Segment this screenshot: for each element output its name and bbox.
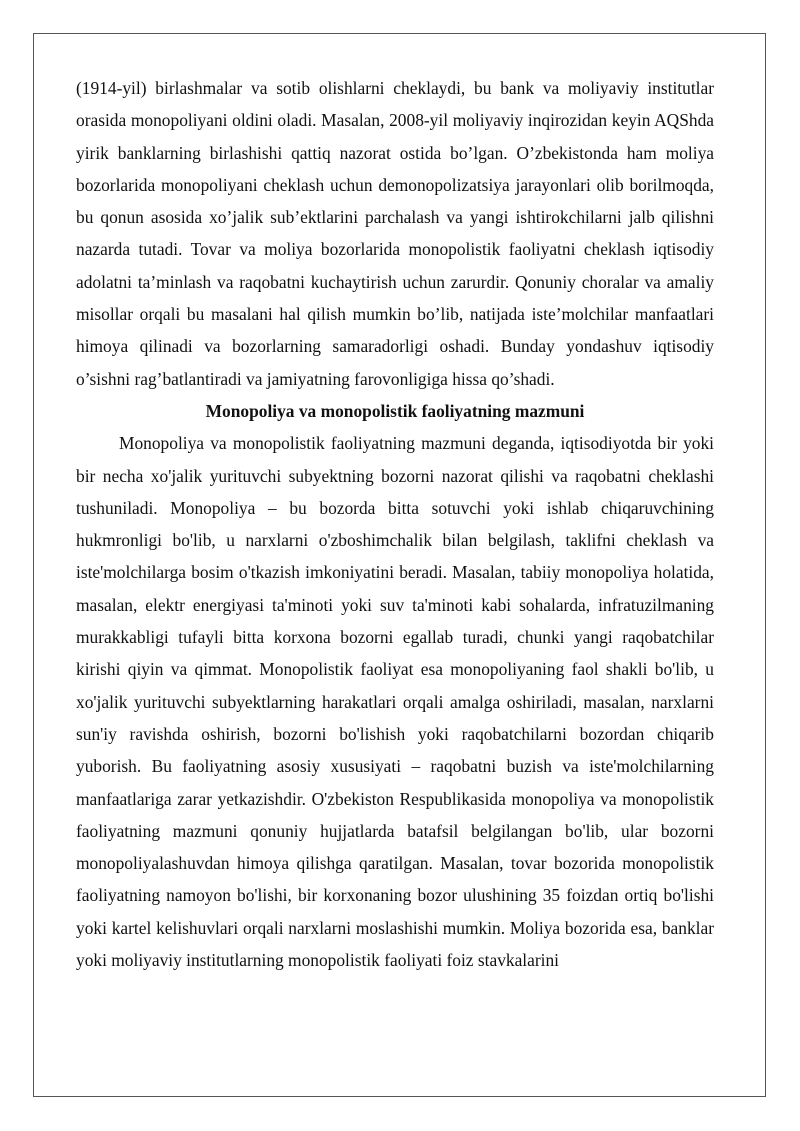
document-body: [76, 72, 714, 976]
section-heading: Monopoliya va monopolistik faoliyatning mazmuni: [205, 400, 585, 421]
body-paragraph-2: Monopoliya va monopolistik faoliyatning mazmuni deganda, iqtisodiyotda bir yoki bir necha xo'jalik yurituvchi subyektning bozorni nazorat qilishi va raqobatni cheklashi tushuniladi. Monopoliya – bu bozorda bitta sotuvchi yoki ishlab chiqaruvchining hukmronligi bo'lib, u narxlarni o'zboshimchalik bilan belgilash, taklifni cheklash va iste'molchilarga bosim o'tkazish imkoniyatini beradi. Masalan, tabiiy monopoliya holatida, masalan, elektr energiyasi ta'minoti yoki suv ta'minoti kabi sohalarda, infratuzilmaning murakkabligi tufayli bitta korxona bozorni egallab turadi, chunki yangi raqobatchilar kirishi qiyin va qimmat. Monopolistik faoliyat esa monopoliyaning faol shakli bo'lib, u xo'jalik yurituvchi subyektlarning harakatlari orqali amalga oshiriladi, masalan, narxlarni sun'iy ravishda oshirish, bozorni bo'lishish yoki raqobatchilarni bozordan chiqarib yuborish. Bu faoliyatning asosiy xususiyati – raqobatni buzish va iste'molchilarning manfaatlariga zarar yetkazishdir. O'zbekiston Respublikasida monopoliya va monopolistik faoliyatning mazmuni qonuniy hujjatlarda batafsil belgilangan bo'lib, ular bozorni monopoliyalashuvdan himoya qilishga qaratilgan. Masalan, tovar bozorida monopolistik faoliyatning namoyon bo'lishi, bir korxonaning bozor ulushining 35 foizdan ortiq bo'lishi yoki kartel kelishuvlari orqali narxlarni moslashishi mumkin. Moliya bozorida esa, banklar yoki moliyaviy institutlarning monopolistik faoliyati foiz stavkalarini: [76, 433, 714, 971]
body-paragraph-1: (1914-yil) birlashmalar va sotib olishlarni cheklaydi, bu bank va moliyaviy institutlar orasida monopoliyani oldini oladi. Masalan, 2008-yil moliyaviy inqirozidan keyin AQShda yirik banklarning birlashishi qattiq nazorat ostida bo’lgan. O’zbekistonda ham moliya bozorlarida monopoliyani cheklash uchun demonopolizatsiya jarayonlari olib borilmoqda, bu qonun asosida xo’jalik sub’ektlarini parchalash va yangi ishtirokchilarni jalb qilishni nazarda tutadi. Tovar va moliya bozorlarida monopolistik faoliyatni cheklash iqtisodiy adolatni ta’minlash va raqobatni kuchaytirish uchun zarurdir. Qonuniy choralar va amaliy misollar orqali bu masalani hal qilish mumkin bo’lib, natijada iste’molchilar manfaatlari himoya qilinadi va bozorlarning samaradorligi oshadi. Bunday yondashuv iqtisodiy o’sishni rag’batlantiradi va jamiyatning farovonligiga hissa qo’shadi.: [76, 78, 714, 389]
